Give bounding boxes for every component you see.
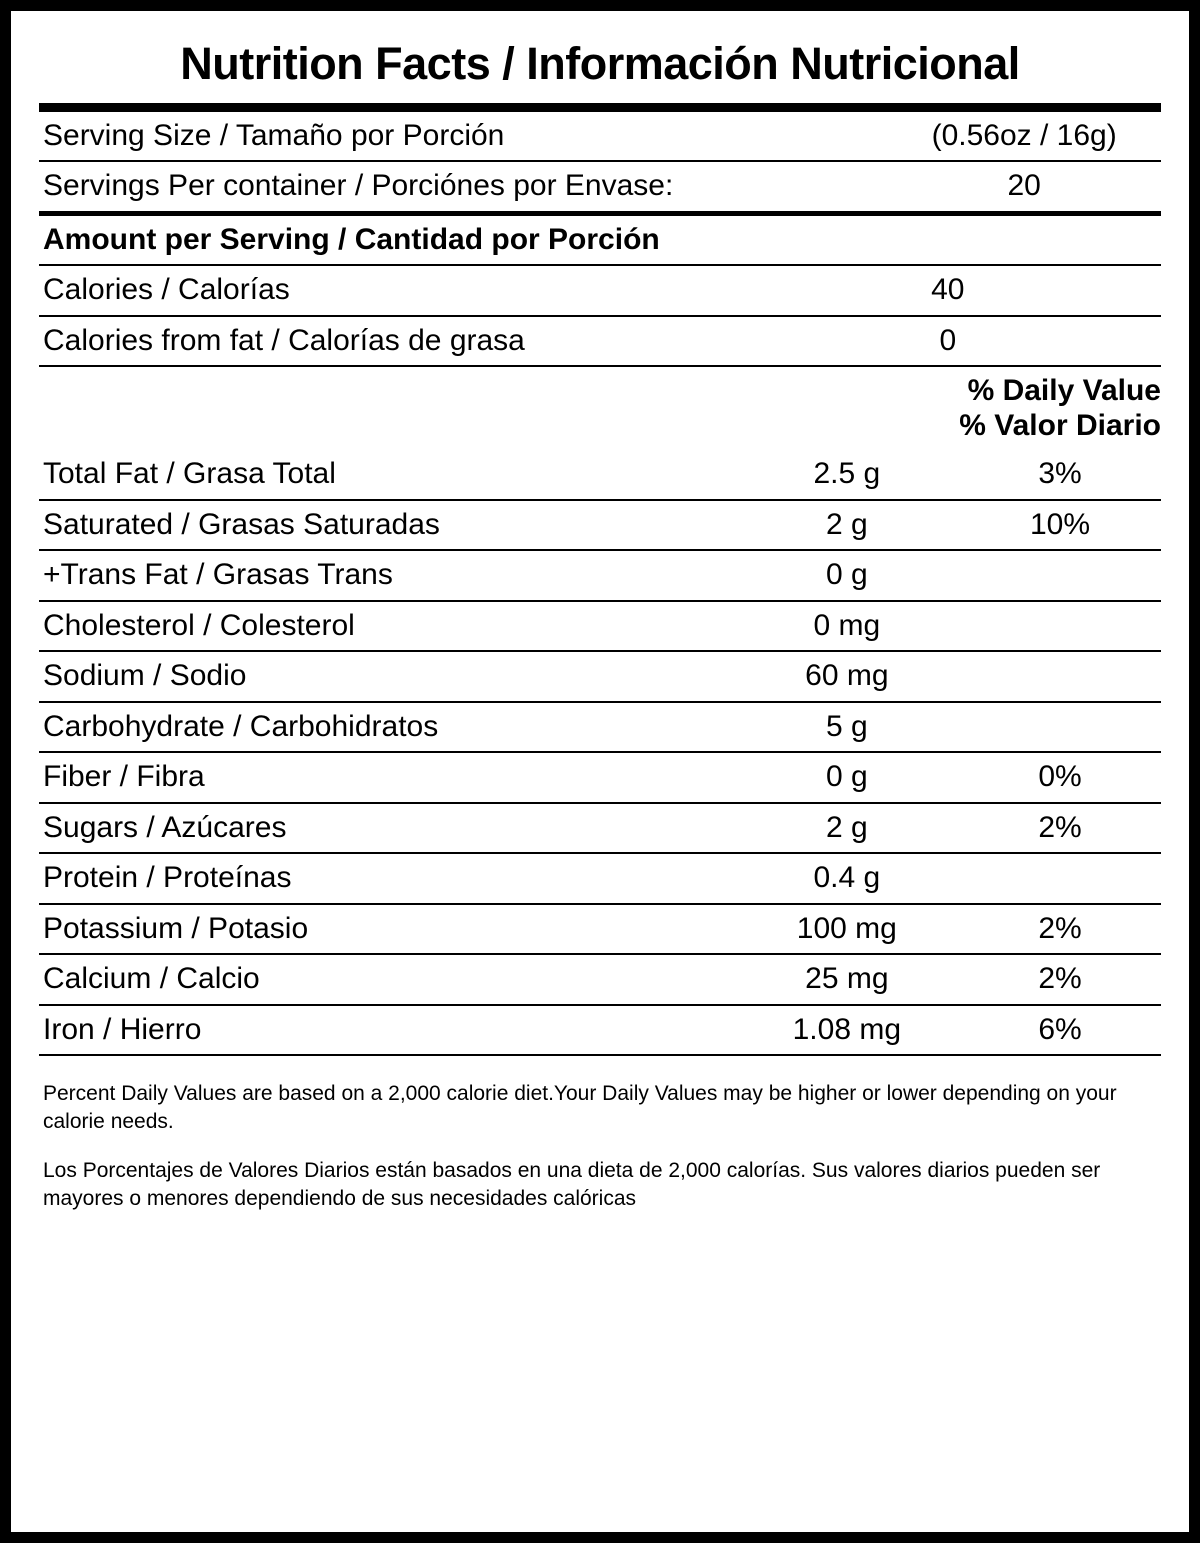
- table-row-nutrient: [39, 803, 1161, 854]
- table-row-serving-size: [39, 112, 1161, 162]
- nutrient-name: Total Fat / Grasa Total: [39, 450, 735, 500]
- nutrient-name: Saturated / Grasas Saturadas: [39, 500, 735, 551]
- table-row-daily-value-header: [39, 366, 1161, 450]
- daily-value-header: [735, 366, 1161, 450]
- nutrient-daily-value: [959, 651, 1161, 702]
- table-row-nutrient: [39, 954, 1161, 1005]
- table-row-nutrient: [39, 500, 1161, 551]
- table-row-calories-from-fat: [39, 316, 1161, 367]
- nutrient-name: Carbohydrate / Carbohidratos: [39, 702, 735, 753]
- nutrient-name: Sugars / Azúcares: [39, 803, 735, 854]
- nutrient-amount: 100 mg: [735, 904, 959, 955]
- nutrient-name: Potassium / Potasio: [39, 904, 735, 955]
- table-row-nutrient: [39, 601, 1161, 652]
- nutrient-amount: 0 g: [735, 752, 959, 803]
- nutrient-name: Sodium / Sodio: [39, 651, 735, 702]
- footnotes: [39, 1056, 1161, 1213]
- calories-value: 40: [735, 265, 1161, 316]
- nutrient-amount: 0 g: [735, 550, 959, 601]
- table-row-nutrient: [39, 450, 1161, 500]
- nutrient-daily-value: [959, 853, 1161, 904]
- nutrient-amount: 0.4 g: [735, 853, 959, 904]
- nutrient-amount: 2 g: [735, 803, 959, 854]
- nutrient-name: Calcium / Calcio: [39, 954, 735, 1005]
- daily-value-header-en: % Daily Value: [967, 374, 1161, 407]
- nutrient-daily-value: 6%: [959, 1005, 1161, 1056]
- table-row-servings-per-container: [39, 161, 1161, 211]
- table-row-calories: [39, 265, 1161, 316]
- table-row-amount-per-serving: [39, 216, 1161, 266]
- nutrient-amount: 25 mg: [735, 954, 959, 1005]
- table-row-nutrient: [39, 752, 1161, 803]
- daily-value-header-es: % Valor Diario: [959, 408, 1161, 442]
- nutrient-daily-value: 3%: [959, 450, 1161, 500]
- nutrient-daily-value: 2%: [959, 954, 1161, 1005]
- nutrient-daily-value: [959, 601, 1161, 652]
- servings-per-container-value: 20: [1007, 169, 1041, 202]
- table-row-nutrient: [39, 651, 1161, 702]
- table-row-nutrient: [39, 550, 1161, 601]
- nutrient-daily-value: 2%: [959, 803, 1161, 854]
- nutrient-amount: 2 g: [735, 500, 959, 551]
- table-row-nutrient: [39, 904, 1161, 955]
- footnote-spanish: Los Porcentajes de Valores Diarios están basados en una dieta de 2,000 calorías. Sus valores diarios pueden ser mayores o menores dependiendo de sus necesidades calóricas: [43, 1159, 1101, 1211]
- nutrition-table: [39, 112, 1161, 211]
- calories-from-fat-value: 0: [735, 316, 1161, 367]
- nutrient-daily-value: [959, 550, 1161, 601]
- serving-size-value: (0.56oz / 16g): [887, 112, 1161, 162]
- table-row-nutrient: [39, 1005, 1161, 1056]
- nutrient-amount: 0 mg: [735, 601, 959, 652]
- page-title: Nutrition Facts / Información Nutricional: [180, 38, 1020, 89]
- table-row-nutrient: [39, 853, 1161, 904]
- nutrient-daily-value: 10%: [959, 500, 1161, 551]
- nutrient-name: Iron / Hierro: [39, 1005, 735, 1056]
- amount-per-serving-label: Amount per Serving / Cantidad por Porción: [39, 216, 1161, 266]
- footnote-english: Percent Daily Values are based on a 2,000 calorie diet.Your Daily Values may be higher or lower depending on your calorie needs.: [43, 1082, 1117, 1133]
- amount-per-serving-table: [39, 216, 1161, 1057]
- nutrient-amount: 5 g: [735, 702, 959, 753]
- nutrient-daily-value: 0%: [959, 752, 1161, 803]
- calories-label: Calories / Calorías: [39, 265, 735, 316]
- nutrient-name: +Trans Fat / Grasas Trans: [39, 550, 735, 601]
- nutrient-name: Protein / Proteínas: [39, 853, 735, 904]
- nutrient-amount: 2.5 g: [735, 450, 959, 500]
- serving-size-label: Serving Size / Tamaño por Porción: [39, 112, 887, 162]
- calories-from-fat-label: Calories from fat / Calorías de grasa: [39, 316, 735, 367]
- daily-value-header-spacer: [39, 366, 735, 450]
- divider-thick-top: [39, 103, 1161, 112]
- nutrient-daily-value: [959, 702, 1161, 753]
- servings-per-container-label: Servings Per container / Porciónes por Envase:: [43, 169, 674, 202]
- nutrient-name: Cholesterol / Colesterol: [39, 601, 735, 652]
- nutrient-amount: 60 mg: [735, 651, 959, 702]
- nutrient-daily-value: 2%: [959, 904, 1161, 955]
- table-row-nutrient: [39, 702, 1161, 753]
- nutrient-name: Fiber / Fibra: [39, 752, 735, 803]
- nutrient-amount: 1.08 mg: [735, 1005, 959, 1056]
